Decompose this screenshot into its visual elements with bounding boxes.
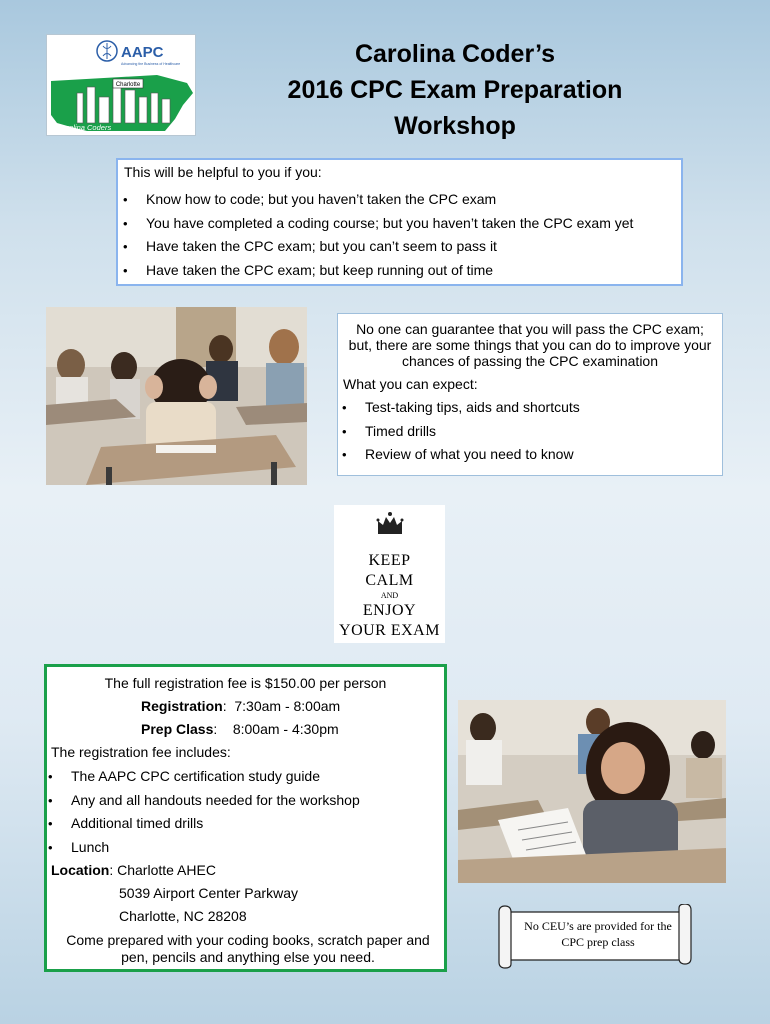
keep-calm-poster xyxy=(334,505,445,643)
note-line-2: CPC prep class xyxy=(561,935,635,949)
page-title xyxy=(230,36,680,144)
keep-calm-line-4: ENJOY xyxy=(362,602,417,619)
helpful-list xyxy=(119,188,633,282)
registration-time-row: Registration: 7:30am - 8:00am xyxy=(141,698,341,714)
guarantee-paragraph: No one can guarantee that you will pass the CPC exam; but, there are some things that you can do to improve your chances of passing the CPC examination xyxy=(348,321,712,369)
students-taking-exam-photo xyxy=(46,307,307,485)
includes-item: • Any and all handouts needed for the workshop xyxy=(44,789,360,813)
address-line-1: 5039 Airport Center Parkway xyxy=(119,885,298,901)
closing-note: Come prepared with your coding books, scratch paper and pen, pencils and anything else you need. xyxy=(66,932,430,965)
location-row: Location: Charlotte AHEC xyxy=(51,862,216,878)
crown-icon xyxy=(375,511,405,537)
title-line-3: Workshop xyxy=(394,112,516,140)
expect-item: • Review of what you need to know xyxy=(338,443,580,467)
includes-list xyxy=(44,765,360,859)
includes-item: • Additional timed drills xyxy=(44,812,360,836)
no-ceu-scroll-note xyxy=(495,904,695,970)
logo-city-sign: Charlotte xyxy=(115,82,141,88)
prep-class-label: Prep Class xyxy=(141,721,214,737)
includes-item: • The AAPC CPC certification study guide xyxy=(44,765,360,789)
logo-brand: AAPC xyxy=(121,44,164,61)
helpful-item: • Know how to code; but you haven’t taken the CPC exam xyxy=(119,188,633,212)
logo-chapter: Carolina Coders xyxy=(57,123,112,132)
keep-calm-line-3: AND xyxy=(380,591,399,600)
location-name: Charlotte AHEC xyxy=(117,862,216,878)
expect-list xyxy=(338,396,580,467)
keep-calm-line-1: KEEP xyxy=(368,552,411,569)
keep-calm-line-2: CALM xyxy=(365,572,414,589)
expect-item: • Timed drills xyxy=(338,420,580,444)
title-line-1: Carolina Coder’s xyxy=(354,40,556,68)
smiling-student-photo xyxy=(458,700,726,883)
registration-time: 7:30am - 8:00am xyxy=(234,698,341,714)
keep-calm-line-5: YOUR EXAM xyxy=(339,622,440,639)
helpful-if-box xyxy=(116,158,683,286)
helpful-item: • Have taken the CPC exam; but keep running out of time xyxy=(119,259,633,283)
helpful-item: • Have taken the CPC exam; but you can’t seem to pass it xyxy=(119,235,633,259)
address-line-2: Charlotte, NC 28208 xyxy=(119,908,247,924)
aapc-carolina-coders-logo xyxy=(46,34,196,136)
prep-class-row: Prep Class: 8:00am - 4:30pm xyxy=(141,721,339,737)
helpful-item: • You have completed a coding course; but you haven’t taken the CPC exam yet xyxy=(119,212,633,236)
prep-class-time: 8:00am - 4:30pm xyxy=(232,721,339,737)
registration-fee: The full registration fee is $150.00 per person xyxy=(104,675,387,691)
expectations-box xyxy=(337,313,723,476)
includes-lead: The registration fee includes: xyxy=(51,744,231,760)
expect-lead: What you can expect: xyxy=(343,376,478,392)
registration-box xyxy=(44,664,447,972)
helpful-lead: This will be helpful to you if you: xyxy=(124,164,322,180)
no-ceu-note-text xyxy=(513,918,683,950)
note-line-1: No CEU’s are provided for the xyxy=(524,919,672,933)
includes-item: • Lunch xyxy=(44,836,360,860)
logo-tagline: Advancing the Business of Healthcare xyxy=(121,62,181,66)
expect-item: • Test-taking tips, aids and shortcuts xyxy=(338,396,580,420)
registration-label: Registration xyxy=(141,698,223,714)
location-label: Location xyxy=(51,862,110,878)
title-line-2: 2016 CPC Exam Preparation xyxy=(287,76,623,104)
